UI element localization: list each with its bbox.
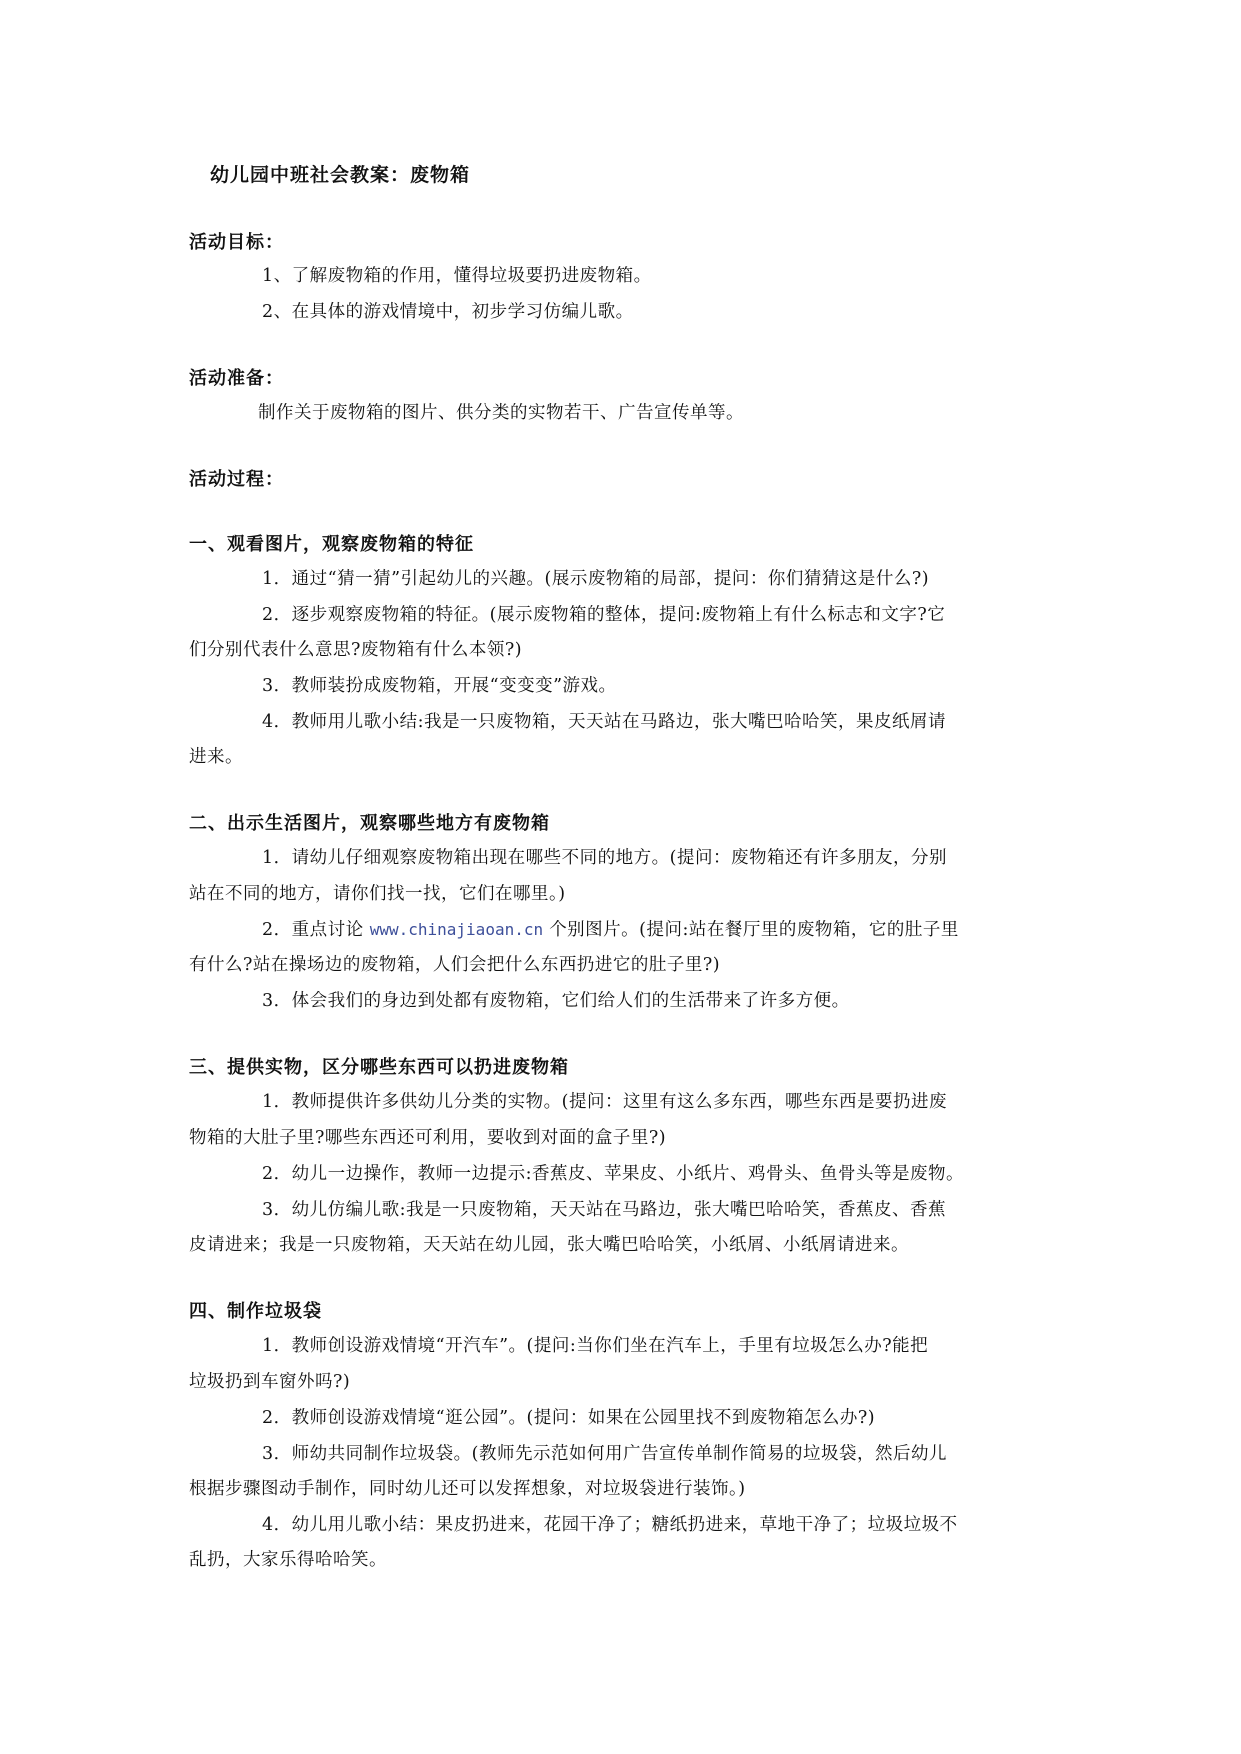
paragraph-line: 2．幼儿一边操作，教师一边提示:香蕉皮、苹果皮、小纸片、鸡骨头、鱼骨头等是废物。	[262, 1164, 965, 1184]
paragraph-line: 垃圾扔到车窗外吗?)	[189, 1372, 351, 1392]
section-heading: 三、提供实物，区分哪些东西可以扔进废物箱	[189, 1057, 569, 1078]
paragraph-line: 1．通过“猜一猜”引起幼儿的兴趣。(展示废物箱的局部，提问：你们猜猜这是什么?)	[262, 569, 930, 589]
paragraph-line: 站在不同的地方，请你们找一找，它们在哪里。)	[189, 884, 566, 904]
section-heading: 四、制作垃圾袋	[189, 1301, 322, 1322]
paragraph-line: 4．教师用儿歌小结:我是一只废物箱，天天站在马路边，张大嘴巴哈哈笑，果皮纸屑请	[262, 712, 947, 732]
paragraph-line: 2．教师创设游戏情境“逛公园”。(提问：如果在公园里找不到废物箱怎么办?)	[262, 1408, 876, 1428]
paragraph-line: 3．师幼共同制作垃圾袋。(教师先示范如何用广告宣传单制作简易的垃圾袋，然后幼儿	[262, 1444, 947, 1464]
paragraph-line: 进来。	[189, 747, 243, 767]
section-heading: 二、出示生活图片，观察哪些地方有废物箱	[189, 813, 550, 834]
paragraph-line: 根据步骤图动手制作，同时幼儿还可以发挥想象，对垃圾袋进行装饰。)	[189, 1479, 746, 1499]
paragraph-line: 皮请进来；我是一只废物箱，天天站在幼儿园，张大嘴巴哈哈笑，小纸屑、小纸屑请进来。	[189, 1235, 909, 1255]
paragraph-line: 3．幼儿仿编儿歌:我是一只废物箱，天天站在马路边，张大嘴巴哈哈笑，香蕉皮、香蕉	[262, 1200, 947, 1220]
goal-item: 1、了解废物箱的作用，懂得垃圾要扔进废物箱。	[262, 266, 652, 286]
paragraph-line: 1．教师提供许多供幼儿分类的实物。(提问：这里有这么多东西，哪些东西是要扔进废	[262, 1092, 947, 1112]
paragraph-line: 2．逐步观察废物箱的特征。(展示废物箱的整体，提问:废物箱上有什么标志和文字?它	[262, 605, 946, 625]
document-title: 幼儿园中班社会教案：废物箱	[210, 164, 471, 186]
prep-heading: 活动准备：	[189, 368, 284, 389]
prep-text: 制作关于废物箱的图片、供分类的实物若干、广告宣传单等。	[258, 403, 744, 423]
paragraph-line: 有什么?站在操场边的废物箱，人们会把什么东西扔进它的肚子里?)	[189, 955, 721, 975]
section-heading: 一、观看图片，观察废物箱的特征	[189, 534, 474, 555]
paragraph-line: 3．教师装扮成废物箱，开展“变变变”游戏。	[262, 676, 617, 696]
paragraph-line: 乱扔，大家乐得哈哈笑。	[189, 1550, 387, 1570]
paragraph-line: 物箱的大肚子里?哪些东西还可利用，要收到对面的盒子里?)	[189, 1128, 667, 1148]
paragraph-line: 3．体会我们的身边到处都有废物箱，它们给人们的生活带来了许多方便。	[262, 991, 850, 1011]
paragraph-text: 个别图片。(提问:站在餐厅里的废物箱，它的肚子里	[549, 920, 959, 940]
paragraph-line: 4．幼儿用儿歌小结：果皮扔进来，花园干净了；糖纸扔进来，草地干净了；垃圾垃圾不	[262, 1515, 958, 1535]
website-link[interactable]: www.chinajiaoan.cn	[369, 920, 544, 939]
goal-item: 2、在具体的游戏情境中，初步学习仿编儿歌。	[262, 302, 634, 322]
paragraph-line: 1．教师创设游戏情境“开汽车”。(提问:当你们坐在汽车上，手里有垃圾怎么办?能把	[262, 1336, 929, 1356]
paragraph-line: 们分别代表什么意思?废物箱有什么本领?)	[189, 640, 523, 660]
paragraph-text: 2．重点讨论	[262, 920, 364, 940]
paragraph-line	[262, 916, 1132, 941]
goals-heading: 活动目标：	[189, 232, 284, 253]
paragraph-line: 1．请幼儿仔细观察废物箱出现在哪些不同的地方。(提问：废物箱还有许多朋友，分别	[262, 848, 947, 868]
process-heading: 活动过程：	[189, 469, 284, 490]
